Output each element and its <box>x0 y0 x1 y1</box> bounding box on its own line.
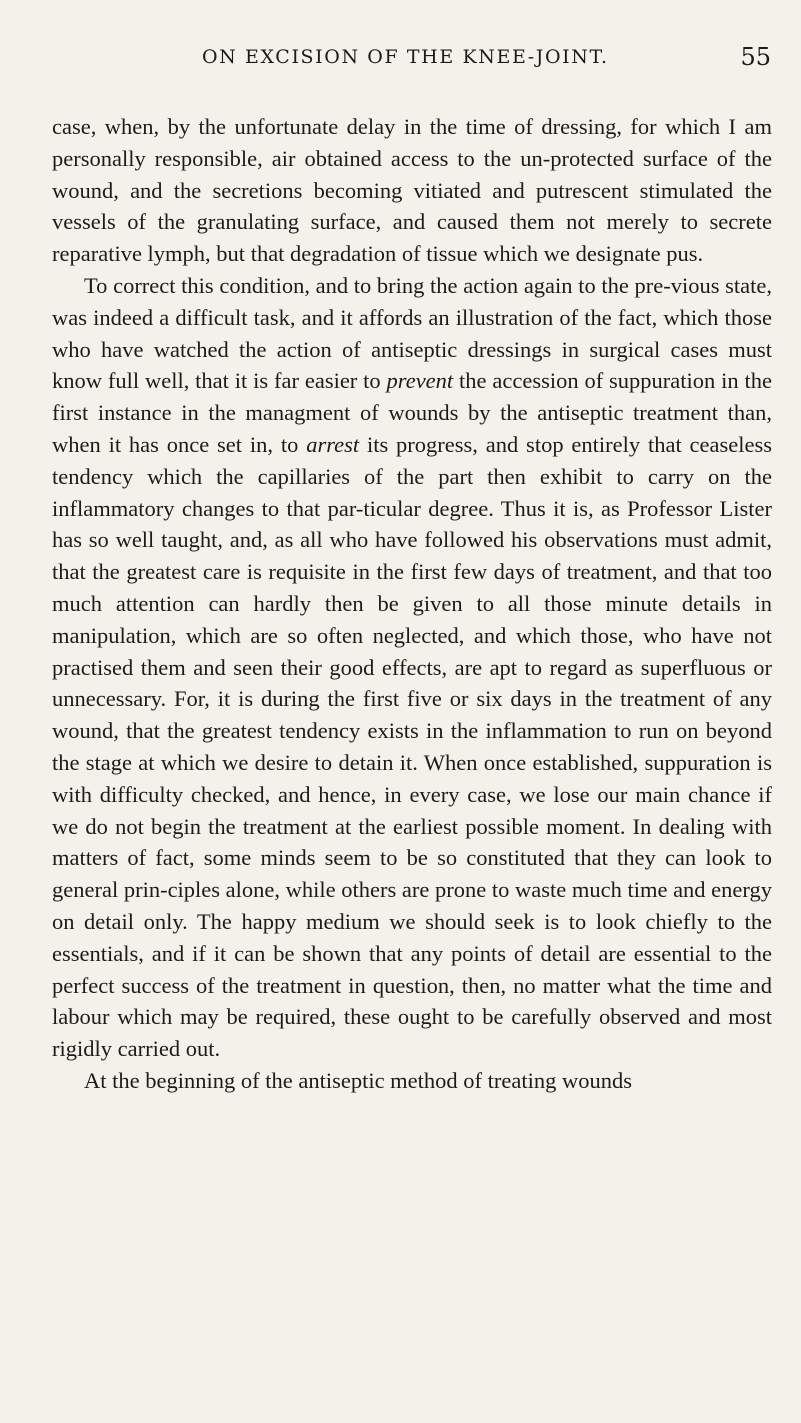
paragraph-antiseptic-beginning <box>52 1065 772 1097</box>
paragraph-continued <box>52 111 772 270</box>
page-number: 55 <box>740 43 771 71</box>
italic-prevent: prevent <box>386 368 454 394</box>
paragraph-text: its progress, and stop entirely that ceaseless tendency which the capillaries of the part then exhibit to carry on the inflammatory changes to that par-ticular degree. Thus it is, as Professor Lister has so well taught, and, as all who have followed his observations must admit, that the greatest care is requisite in the first few days of treatment, and that too much attention can hardly then be given to all those minute details in manipulation, which are so often neglected, and which those, who have not practised them and seen their good effects, are apt to regard as superfluous or unnecessary. For, it is during the first five or six days in the treatment of any wound, that the greatest tendency exists in the inflammation to run on beyond the stage at which we desire to detain it. When once established, suppuration is with difficulty checked, and hence, in every case, we lose our main chance if we do not begin the treatment at the earliest possible moment. In dealing with matters of fact, some minds seem to be so constituted that they can look to general prin-ciples alone, while others are prone to waste much time and energy on detail only. The happy medium we should seek is to look chiefly to the essentials, and if it can be shown that any points of detail are essential to the perfect success of the treatment in question, then, no matter what the time and labour which may be required, these ought to be carefully observed and most rigidly carried out. <box>52 431 772 1062</box>
paragraph-text: At the beginning of the antiseptic method of treating wounds <box>84 1067 633 1093</box>
italic-arrest: arrest <box>306 431 360 457</box>
running-head <box>52 43 771 76</box>
paragraph-text: the accession of suppuration in the first instance in the managment of wounds by the antiseptic treatment than, when it has once set in, to <box>52 368 772 457</box>
paragraph-text: case, when, by the unfortunate delay in the time of dressing, for which I am personally responsible, air obtained access to the un-protected surface of the wound, and the secretions becoming vitiated and putrescent stimulated the vessels of the granulating surface, and caused them not merely to secrete reparative lymph, but that degradation of tissue which we designate pus. <box>52 114 772 267</box>
body-text <box>52 111 772 1097</box>
running-title: ON EXCISION OF THE KNEE-JOINT. <box>202 46 609 68</box>
paragraph-text: To correct this condition, and to bring the action again to the pre-vious state, was indeed a difficult task, and it affords an illustration of the fact, which those who have watched the action of antiseptic dressings in surgical cases must know full well, that it is far easier to <box>52 272 772 394</box>
paragraph-correct-condition <box>52 270 772 1065</box>
